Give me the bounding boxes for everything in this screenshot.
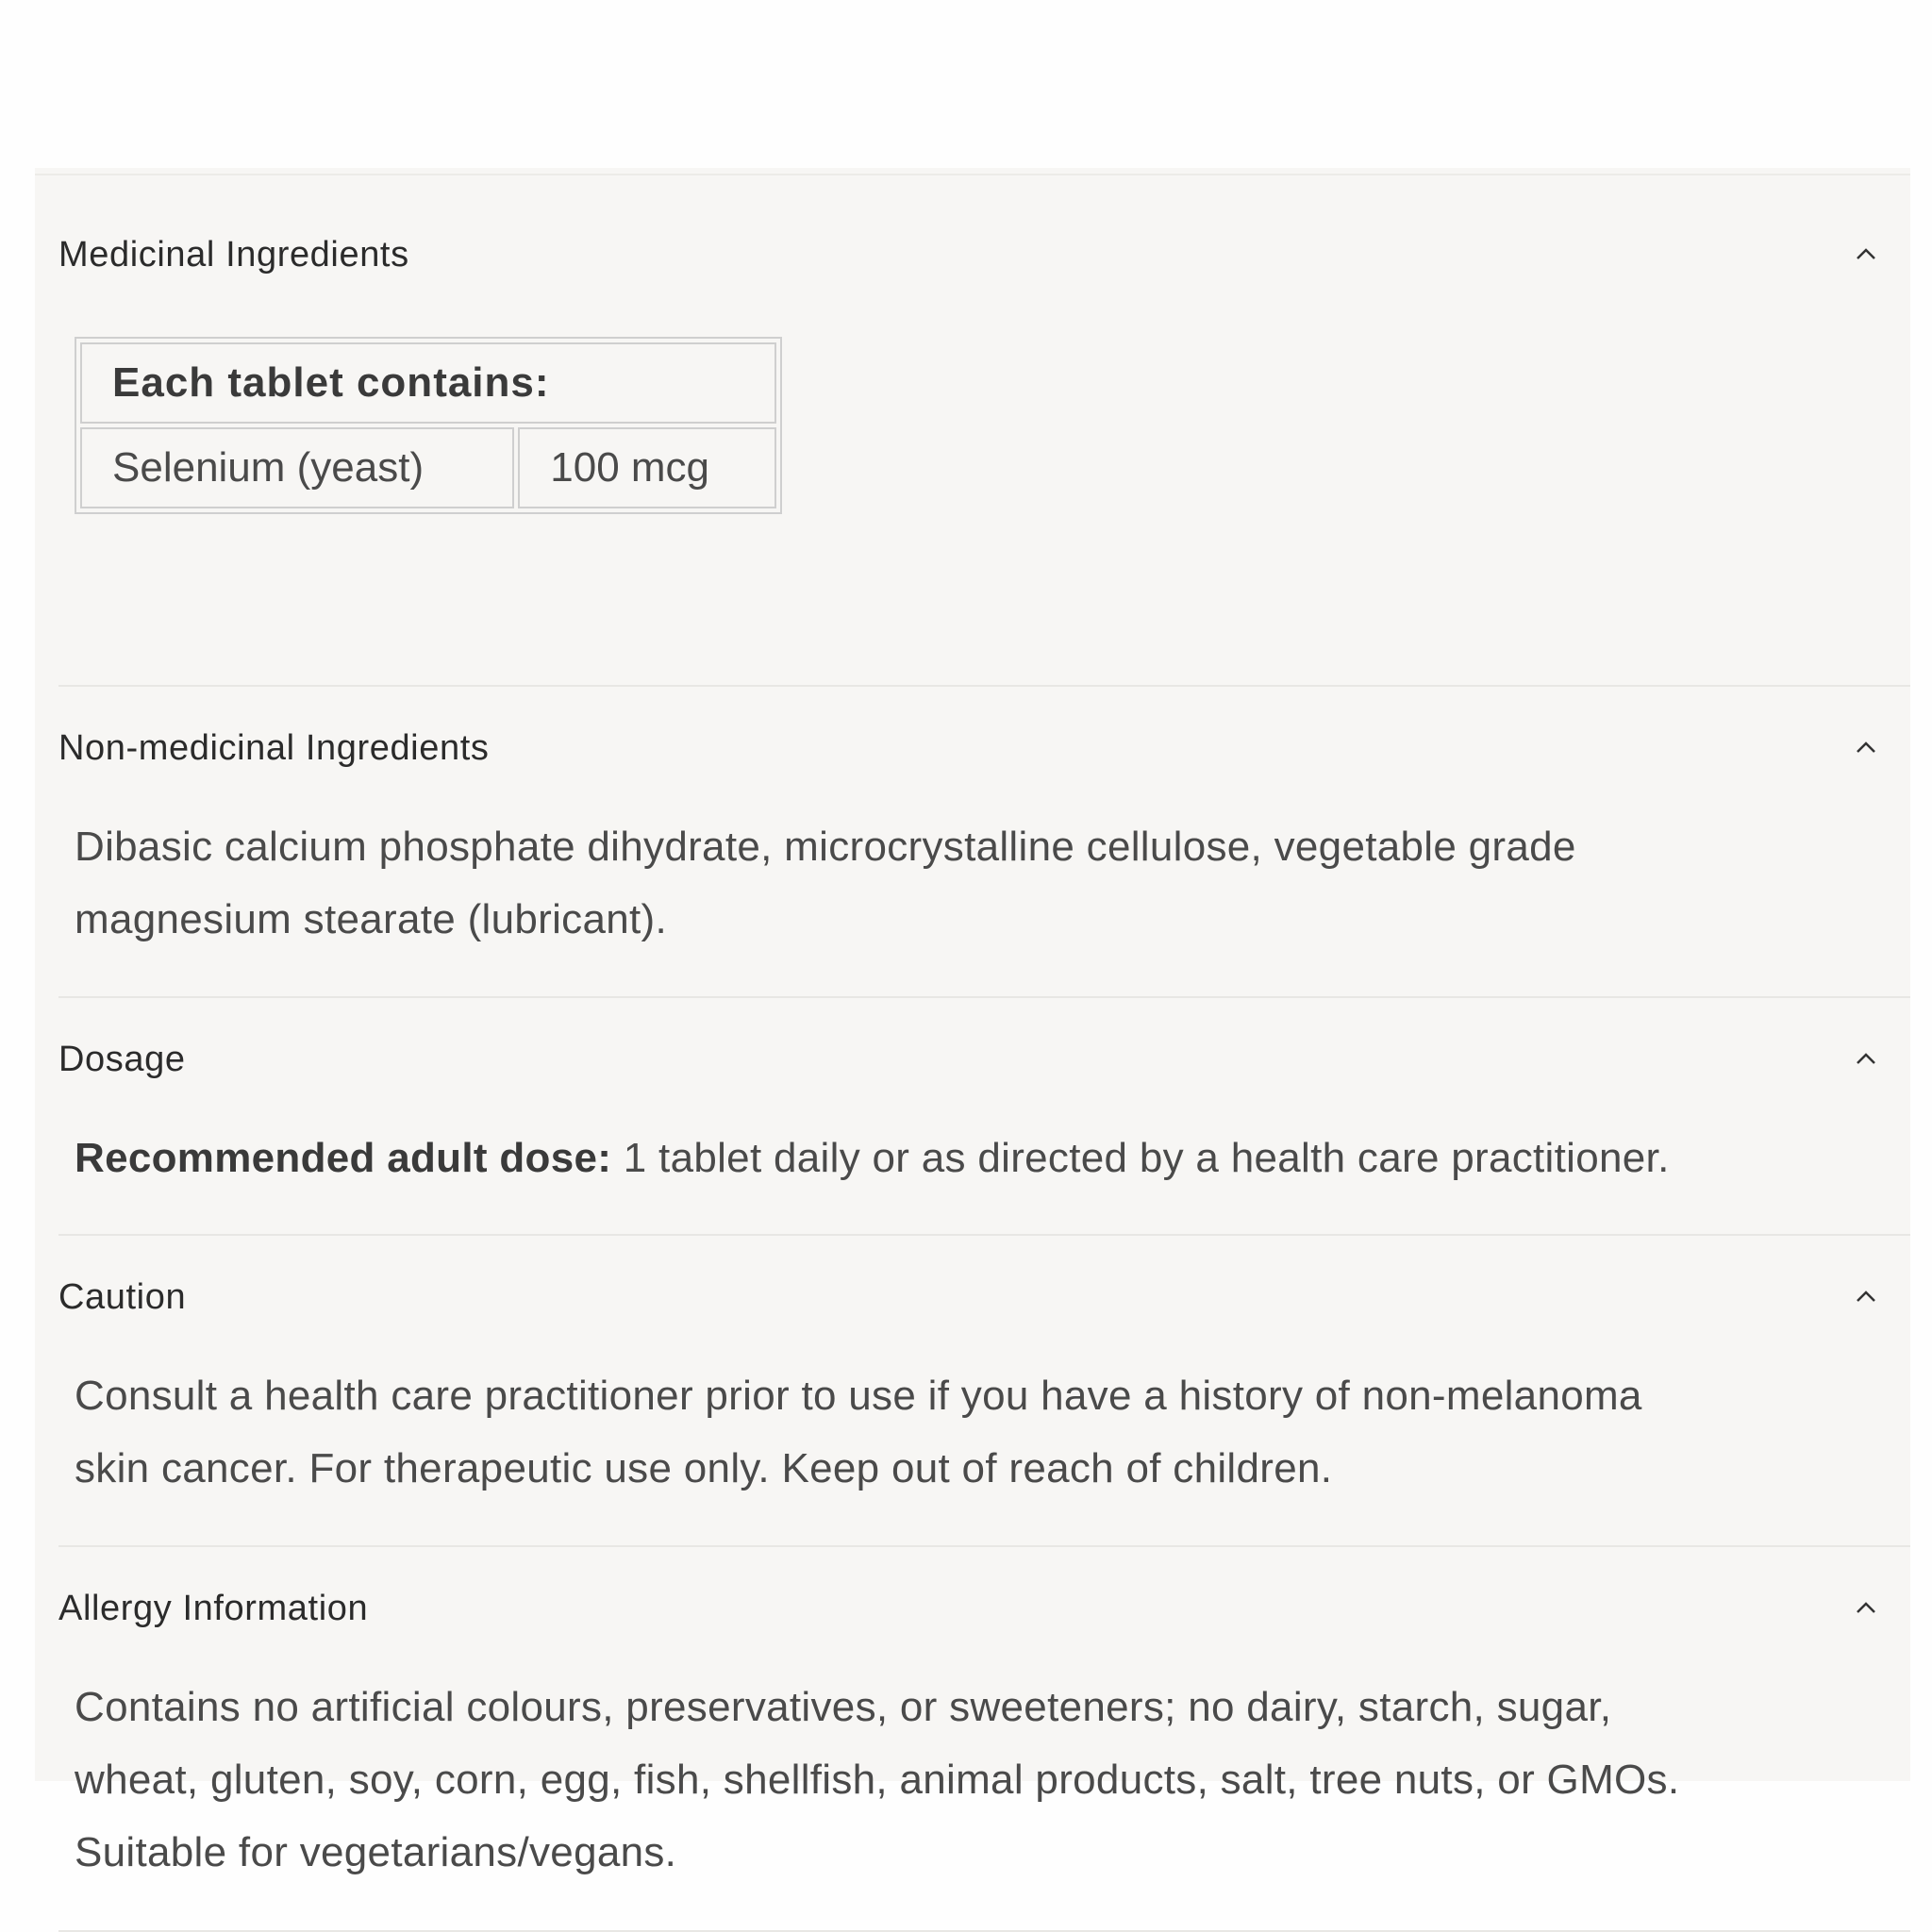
ingredient-amount: 100 mcg	[518, 427, 776, 508]
chevron-up-icon[interactable]	[1856, 1290, 1876, 1303]
text-line: skin cancer. For therapeutic use only. Keep out of reach of children.	[75, 1445, 1333, 1491]
non-medicinal-text	[75, 810, 1873, 956]
chevron-up-icon[interactable]	[1856, 1601, 1876, 1614]
chevron-up-icon[interactable]	[1856, 741, 1876, 754]
ingredient-name: Selenium (yeast)	[80, 427, 514, 508]
dosage-text	[75, 1122, 1873, 1194]
section-title: Dosage	[58, 1040, 186, 1079]
section-allergy-information	[58, 1547, 1910, 1932]
dosage-label: Recommended adult dose:	[75, 1135, 612, 1181]
text-line: magnesium stearate (lubricant).	[75, 896, 668, 942]
section-title: Medicinal Ingredients	[58, 235, 409, 275]
section-medicinal-ingredients	[58, 206, 1910, 687]
caution-text	[75, 1359, 1873, 1505]
table-row	[80, 427, 776, 508]
text-line: Dibasic calcium phosphate dihydrate, microcrystalline cellulose, vegetable grade	[75, 824, 1576, 870]
section-non-medicinal-ingredients	[58, 687, 1910, 998]
non-medicinal-ingredients-header[interactable]	[58, 720, 1910, 776]
top-divider	[35, 174, 1910, 175]
section-title: Allergy Information	[58, 1589, 369, 1628]
medicinal-ingredients-header[interactable]	[58, 226, 1910, 283]
section-title: Non-medicinal Ingredients	[58, 728, 490, 768]
allergy-text	[75, 1671, 1873, 1889]
caution-header[interactable]	[58, 1269, 1910, 1325]
table-header: Each tablet contains:	[80, 342, 776, 424]
section-caution	[58, 1236, 1910, 1547]
dosage-header[interactable]	[58, 1031, 1910, 1088]
dosage-value: 1 tablet daily or as directed by a health care practitioner.	[611, 1135, 1670, 1181]
chevron-up-icon[interactable]	[1856, 1052, 1876, 1065]
text-line: Suitable for vegetarians/vegans.	[75, 1829, 677, 1875]
text-line: Consult a health care practitioner prior to use if you have a history of non-melanoma	[75, 1373, 1642, 1419]
allergy-information-header[interactable]	[58, 1580, 1910, 1637]
section-dosage	[58, 998, 1910, 1236]
section-title: Caution	[58, 1277, 187, 1317]
ingredient-table	[75, 337, 782, 514]
text-line: Contains no artificial colours, preservatives, or sweeteners; no dairy, starch, sugar,	[75, 1684, 1612, 1730]
product-details-accordion	[35, 168, 1910, 1875]
chevron-up-icon[interactable]	[1856, 247, 1876, 260]
text-line: wheat, gluten, soy, corn, egg, fish, shellfish, animal products, salt, tree nuts, or GMOs.	[75, 1757, 1680, 1803]
